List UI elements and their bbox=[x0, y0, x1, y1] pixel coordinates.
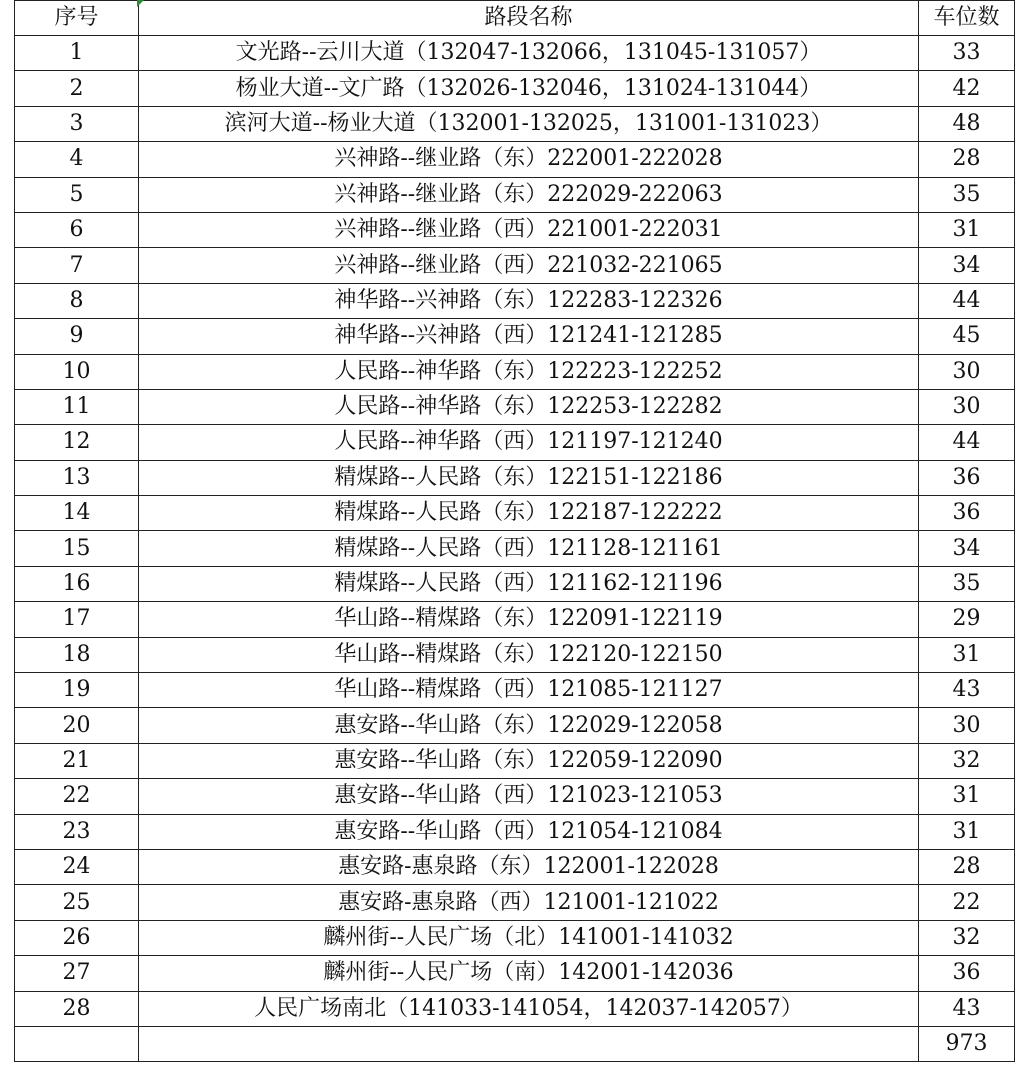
row-index-cell[interactable]: 25 bbox=[15, 885, 139, 920]
row-spaces-cell[interactable]: 36 bbox=[919, 460, 1015, 495]
row-index-cell[interactable]: 28 bbox=[15, 991, 139, 1026]
table-row bbox=[15, 425, 1015, 460]
table-row bbox=[15, 673, 1015, 708]
row-spaces-cell[interactable]: 29 bbox=[919, 602, 1015, 637]
row-spaces-cell[interactable]: 43 bbox=[919, 991, 1015, 1026]
total-segment-cell[interactable] bbox=[139, 1026, 919, 1061]
row-spaces-cell[interactable]: 28 bbox=[919, 849, 1015, 884]
header-spaces[interactable]: 车位数 bbox=[919, 1, 1015, 36]
row-index-cell[interactable]: 20 bbox=[15, 708, 139, 743]
row-spaces-cell[interactable]: 32 bbox=[919, 743, 1015, 778]
row-index-cell[interactable]: 21 bbox=[15, 743, 139, 778]
row-spaces-cell[interactable]: 48 bbox=[919, 106, 1015, 141]
table-row bbox=[15, 354, 1015, 389]
row-spaces-cell[interactable]: 43 bbox=[919, 673, 1015, 708]
row-spaces-cell[interactable]: 22 bbox=[919, 885, 1015, 920]
parking-table bbox=[14, 0, 1015, 1062]
row-spaces-cell[interactable]: 42 bbox=[919, 71, 1015, 106]
row-segment-cell[interactable]: 惠安路-惠泉路（西）121001-121022 bbox=[139, 885, 919, 920]
row-index-cell[interactable]: 22 bbox=[15, 779, 139, 814]
row-index-cell[interactable]: 9 bbox=[15, 319, 139, 354]
row-index-cell[interactable]: 13 bbox=[15, 460, 139, 495]
row-segment-cell[interactable]: 惠安路-惠泉路（东）122001-122028 bbox=[139, 849, 919, 884]
row-spaces-cell[interactable]: 31 bbox=[919, 637, 1015, 672]
table-row bbox=[15, 849, 1015, 884]
table-row bbox=[15, 779, 1015, 814]
row-index-cell[interactable]: 14 bbox=[15, 496, 139, 531]
row-spaces-cell[interactable]: 35 bbox=[919, 566, 1015, 601]
table-row bbox=[15, 920, 1015, 955]
table-row bbox=[15, 36, 1015, 71]
table-row bbox=[15, 212, 1015, 247]
row-index-cell[interactable]: 16 bbox=[15, 566, 139, 601]
cell-comment-marker bbox=[137, 0, 144, 7]
row-index-cell[interactable]: 12 bbox=[15, 425, 139, 460]
row-segment-cell[interactable]: 人民路--神华路（西）121197-121240 bbox=[139, 425, 919, 460]
row-index-cell[interactable]: 10 bbox=[15, 354, 139, 389]
row-segment-cell[interactable]: 华山路--精煤路（东）122120-122150 bbox=[139, 637, 919, 672]
row-spaces-cell[interactable]: 33 bbox=[919, 36, 1015, 71]
row-index-cell[interactable]: 8 bbox=[15, 283, 139, 318]
row-index-cell[interactable]: 26 bbox=[15, 920, 139, 955]
spreadsheet bbox=[14, 0, 1014, 1062]
row-spaces-cell[interactable]: 31 bbox=[919, 779, 1015, 814]
row-spaces-cell[interactable]: 35 bbox=[919, 177, 1015, 212]
row-segment-cell[interactable]: 神华路--兴神路（西）121241-121285 bbox=[139, 319, 919, 354]
table-row bbox=[15, 460, 1015, 495]
table-row bbox=[15, 708, 1015, 743]
row-segment-cell[interactable]: 麟州街--人民广场（北）141001-141032 bbox=[139, 920, 919, 955]
row-spaces-cell[interactable]: 31 bbox=[919, 212, 1015, 247]
row-index-cell[interactable]: 11 bbox=[15, 389, 139, 424]
row-segment-cell[interactable]: 华山路--精煤路（东）122091-122119 bbox=[139, 602, 919, 637]
table-row bbox=[15, 814, 1015, 849]
row-spaces-cell[interactable]: 34 bbox=[919, 248, 1015, 283]
total-row bbox=[15, 1026, 1015, 1061]
table-row bbox=[15, 885, 1015, 920]
row-index-cell[interactable]: 5 bbox=[15, 177, 139, 212]
row-index-cell[interactable]: 15 bbox=[15, 531, 139, 566]
table-row bbox=[15, 637, 1015, 672]
row-index-cell[interactable]: 24 bbox=[15, 849, 139, 884]
table-row bbox=[15, 743, 1015, 778]
row-segment-cell[interactable]: 兴神路--继业路（西）221032-221065 bbox=[139, 248, 919, 283]
row-spaces-cell[interactable]: 34 bbox=[919, 531, 1015, 566]
row-spaces-cell[interactable]: 30 bbox=[919, 389, 1015, 424]
row-spaces-cell[interactable]: 30 bbox=[919, 708, 1015, 743]
total-index-cell[interactable] bbox=[15, 1026, 139, 1061]
row-index-cell[interactable]: 19 bbox=[15, 673, 139, 708]
table-row bbox=[15, 566, 1015, 601]
row-segment-cell[interactable]: 华山路--精煤路（西）121085-121127 bbox=[139, 673, 919, 708]
row-segment-cell[interactable]: 兴神路--继业路（东）222001-222028 bbox=[139, 142, 919, 177]
row-segment-cell[interactable]: 兴神路--继业路（东）222029-222063 bbox=[139, 177, 919, 212]
row-index-cell[interactable]: 7 bbox=[15, 248, 139, 283]
row-segment-cell[interactable]: 杨业大道--文广路（132026-132046，131024-131044） bbox=[139, 71, 919, 106]
table-row bbox=[15, 142, 1015, 177]
row-segment-cell[interactable]: 惠安路--华山路（东）122029-122058 bbox=[139, 708, 919, 743]
row-index-cell[interactable]: 1 bbox=[15, 36, 139, 71]
row-spaces-cell[interactable]: 36 bbox=[919, 496, 1015, 531]
table-row bbox=[15, 248, 1015, 283]
row-segment-cell[interactable]: 精煤路--人民路（西）121128-121161 bbox=[139, 531, 919, 566]
table-row bbox=[15, 71, 1015, 106]
table-row bbox=[15, 956, 1015, 991]
row-spaces-cell[interactable]: 31 bbox=[919, 814, 1015, 849]
row-segment-cell[interactable]: 精煤路--人民路（东）122151-122186 bbox=[139, 460, 919, 495]
row-spaces-cell[interactable]: 44 bbox=[919, 283, 1015, 318]
table-row bbox=[15, 991, 1015, 1026]
row-segment-cell[interactable]: 惠安路--华山路（东）122059-122090 bbox=[139, 743, 919, 778]
row-index-cell[interactable]: 4 bbox=[15, 142, 139, 177]
row-spaces-cell[interactable]: 36 bbox=[919, 956, 1015, 991]
row-index-cell[interactable]: 27 bbox=[15, 956, 139, 991]
row-segment-cell[interactable]: 惠安路--华山路（西）121023-121053 bbox=[139, 779, 919, 814]
row-segment-cell[interactable]: 人民路--神华路（东）122253-122282 bbox=[139, 389, 919, 424]
row-index-cell[interactable]: 17 bbox=[15, 602, 139, 637]
row-segment-cell[interactable]: 人民路--神华路（东）122223-122252 bbox=[139, 354, 919, 389]
row-spaces-cell[interactable]: 32 bbox=[919, 920, 1015, 955]
header-row bbox=[15, 1, 1015, 36]
table-row bbox=[15, 319, 1015, 354]
table-row bbox=[15, 389, 1015, 424]
row-segment-cell[interactable]: 精煤路--人民路（西）121162-121196 bbox=[139, 566, 919, 601]
table-row bbox=[15, 177, 1015, 212]
row-spaces-cell[interactable]: 30 bbox=[919, 354, 1015, 389]
row-segment-cell[interactable]: 神华路--兴神路（东）122283-122326 bbox=[139, 283, 919, 318]
table-row bbox=[15, 106, 1015, 141]
header-index[interactable]: 序号 bbox=[15, 1, 139, 36]
row-segment-cell[interactable]: 麟州街--人民广场（南）142001-142036 bbox=[139, 956, 919, 991]
row-spaces-cell[interactable]: 28 bbox=[919, 142, 1015, 177]
row-index-cell[interactable]: 23 bbox=[15, 814, 139, 849]
table-row bbox=[15, 602, 1015, 637]
row-segment-cell[interactable]: 文光路--云川大道（132047-132066，131045-131057） bbox=[139, 36, 919, 71]
row-segment-cell[interactable]: 兴神路--继业路（西）221001-222031 bbox=[139, 212, 919, 247]
total-spaces-cell[interactable]: 973 bbox=[919, 1026, 1015, 1061]
table-row bbox=[15, 531, 1015, 566]
row-index-cell[interactable]: 18 bbox=[15, 637, 139, 672]
row-index-cell[interactable]: 2 bbox=[15, 71, 139, 106]
row-segment-cell[interactable]: 滨河大道--杨业大道（132001-132025，131001-131023） bbox=[139, 106, 919, 141]
row-spaces-cell[interactable]: 44 bbox=[919, 425, 1015, 460]
row-spaces-cell[interactable]: 45 bbox=[919, 319, 1015, 354]
table-row bbox=[15, 283, 1015, 318]
header-segment[interactable]: 路段名称 bbox=[139, 1, 919, 36]
row-segment-cell[interactable]: 惠安路--华山路（西）121054-121084 bbox=[139, 814, 919, 849]
row-index-cell[interactable]: 3 bbox=[15, 106, 139, 141]
row-index-cell[interactable]: 6 bbox=[15, 212, 139, 247]
row-segment-cell[interactable]: 精煤路--人民路（东）122187-122222 bbox=[139, 496, 919, 531]
table-row bbox=[15, 496, 1015, 531]
row-segment-cell[interactable]: 人民广场南北（141033-141054，142037-142057） bbox=[139, 991, 919, 1026]
